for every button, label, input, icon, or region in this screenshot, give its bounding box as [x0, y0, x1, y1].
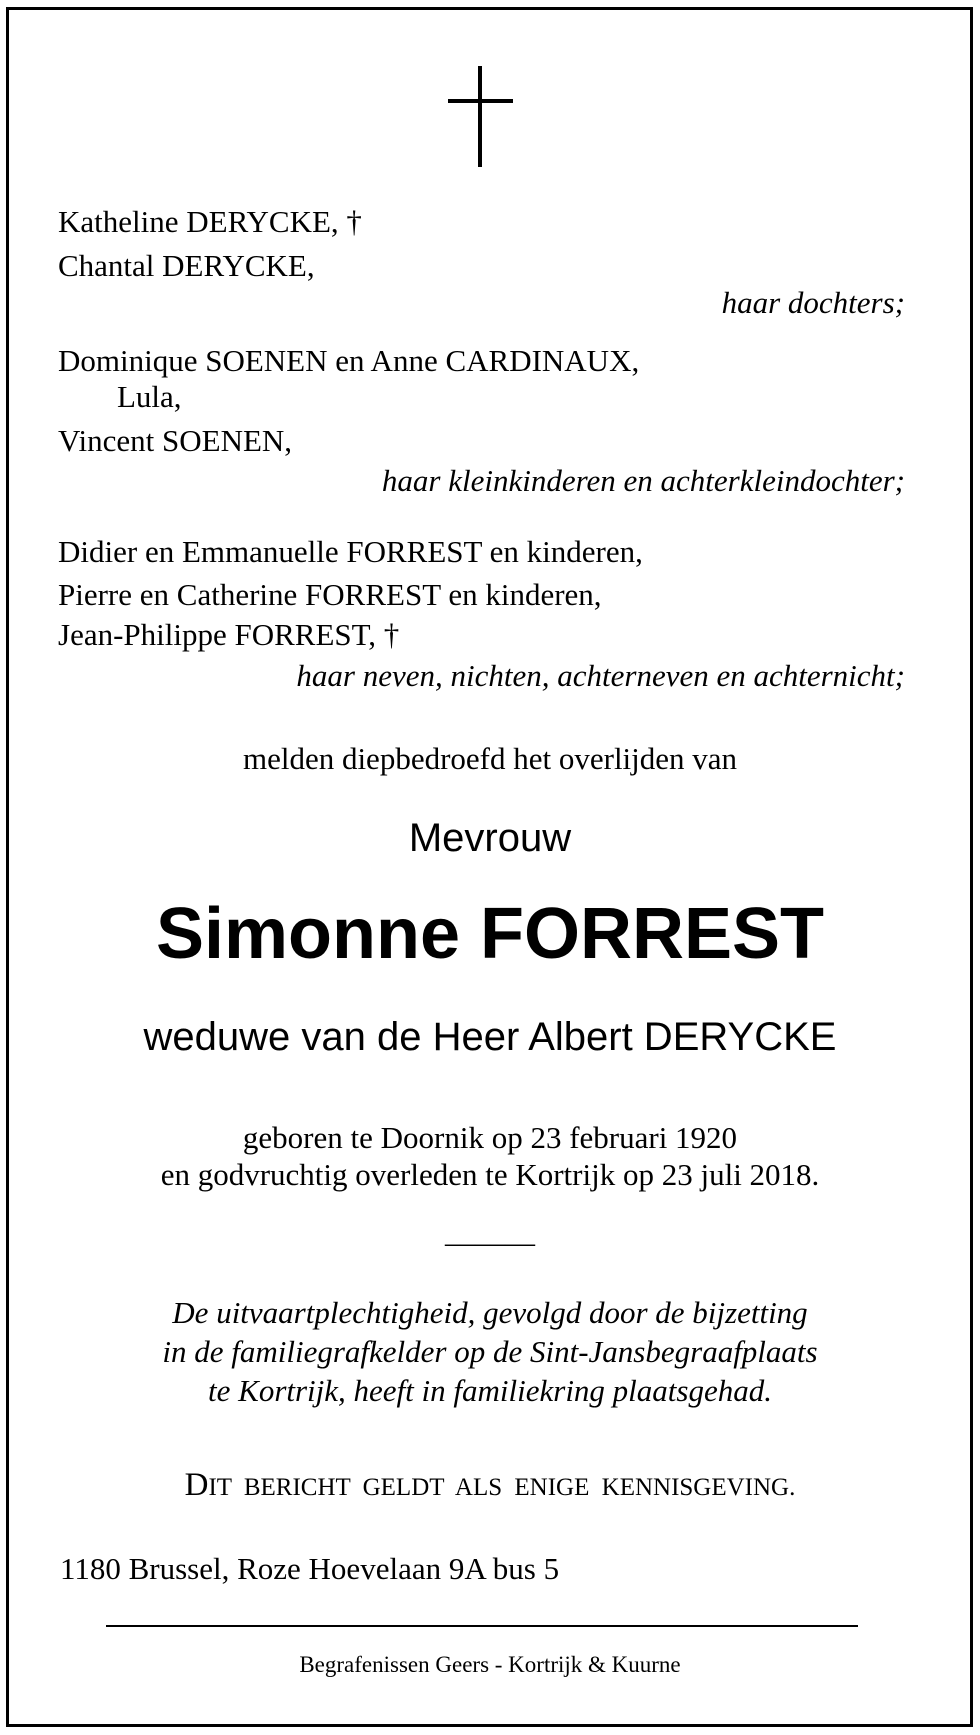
announcement-text: melden diepbedroefd het overlijden van — [242, 741, 738, 776]
grandchild-2: Lula, — [117, 379, 182, 414]
death-line: en godvruchtig overleden te Kortrijk op 23 juli 2018. — [160, 1157, 820, 1192]
address: 1180 Brussel, Roze Hoevelaan 9A bus 5 — [60, 1551, 560, 1586]
funeral-line-2: in de familiegrafkelder op de Sint-Jansbegraafplaats — [162, 1334, 818, 1369]
daughter-2: Chantal DERYCKE, — [58, 248, 315, 283]
notice-rest: IT BERICHT GELDT ALS ENIGE KENNISGEVING. — [208, 1474, 796, 1501]
daughters-role: haar dochters; — [721, 285, 905, 320]
nephew-3: Jean-Philippe FORREST, † — [58, 617, 400, 652]
nephews-role: haar neven, nichten, achterneven en achternicht; — [296, 658, 905, 693]
grandchild-1: Dominique SOENEN en Anne CARDINAUX, — [58, 343, 640, 378]
honorific: Mevrouw — [408, 816, 572, 860]
footer-rule — [106, 1625, 858, 1627]
notice — [0, 1465, 980, 1511]
relation: weduwe van de Heer Albert DERYCKE — [143, 1015, 837, 1059]
birth-line: geboren te Doornik op 23 februari 1920 — [242, 1120, 738, 1155]
deceased-name: Simonne FORREST — [155, 894, 825, 974]
notice-initial: D — [184, 1467, 209, 1503]
grandchild-3: Vincent SOENEN, — [58, 423, 293, 458]
separator: ______ — [445, 1216, 535, 1249]
daughter-1: Katheline DERYCKE, † — [58, 204, 362, 239]
nephew-1: Didier en Emmanuelle FORREST en kinderen, — [58, 534, 643, 569]
funeral-line-3: te Kortrijk, heeft in familiekring plaatsgehad. — [208, 1373, 772, 1408]
nephew-2: Pierre en Catherine FORREST en kinderen, — [58, 577, 602, 612]
undertaker: Begrafenissen Geers - Kortrijk & Kuurne — [299, 1652, 681, 1677]
funeral-line-1: De uitvaartplechtigheid, gevolgd door de bijzetting — [172, 1295, 808, 1330]
grandchildren-role: haar kleinkinderen en achterkleindochter; — [381, 463, 905, 498]
